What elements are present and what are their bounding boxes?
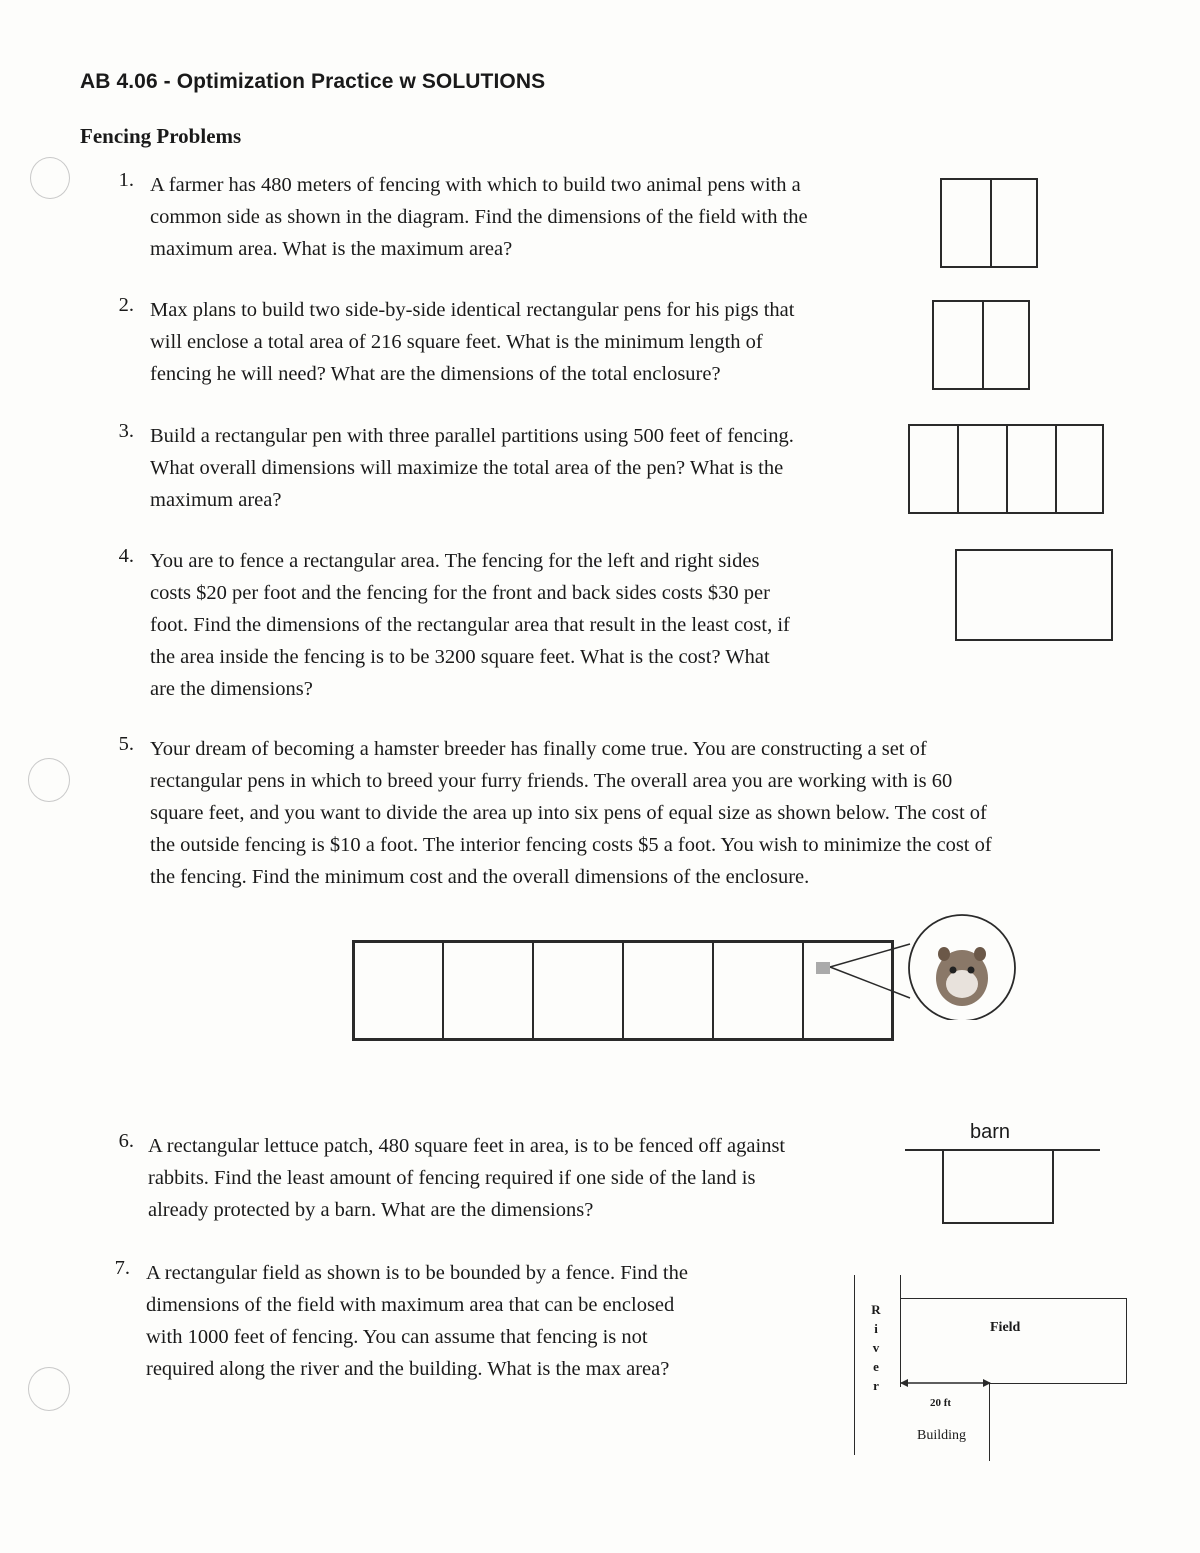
river-label: R i v e r bbox=[871, 1302, 881, 1393]
field-fence-bottom bbox=[990, 1383, 1127, 1384]
building-wall bbox=[989, 1383, 990, 1461]
diagram-1-two-pens bbox=[940, 178, 1038, 268]
page-title: AB 4.06 - Optimization Practice w SOLUTIONS bbox=[80, 70, 546, 93]
hamster-icon bbox=[936, 947, 988, 1006]
binder-hole-bottom bbox=[28, 1367, 70, 1411]
problem-2-number: 2. bbox=[118, 294, 134, 316]
field-label: Field bbox=[990, 1320, 1021, 1335]
problem-6-text: A rectangular lettuce patch, 480 square feet in area, is to be fenced off against rabbits. Find the least amount of fencing required if one side of the land is already protected by a barn. What are the dimensions? bbox=[148, 1135, 786, 1221]
building-label: Building bbox=[917, 1428, 967, 1443]
problem-4-text: You are to fence a rectangular area. The fencing for the left and right sides costs $20 per foot and the fencing for the front and back sides costs $30 per foot. Find the dimensions of the rectangular area that result in the least cost, if the area inside the fencing is to be 3200 square feet. What is the cost? What are the dimensions? bbox=[150, 550, 790, 700]
problem-5-text: Your dream of becoming a hamster breeder has finally come true. You are constructing a set of rectangular pens in which to breed your furry friends. The overall area you are working with is 60 square feet, and you want to divide the area up into six pens of equal size as shown below. The cost of the outside fencing is $10 a foot. The interior fencing costs $5 a foot. You wish to minimize the cost of the fencing. Find the minimum cost and the overall dimensions of the enclosure. bbox=[150, 738, 992, 888]
dimension-arrow bbox=[896, 1375, 996, 1393]
problem-1-number: 1. bbox=[118, 169, 134, 191]
hamster-callout bbox=[810, 910, 1025, 1020]
binder-hole-top bbox=[30, 157, 70, 199]
field-left-edge bbox=[900, 1275, 901, 1387]
problem-2-text: Max plans to build two side-by-side identical rectangular pens for his pigs that will enclose a total area of 216 square feet. What is the minimum length of fencing he will need? What are the dimensions of the total enclosure? bbox=[150, 299, 795, 385]
problem-5-number: 5. bbox=[118, 733, 134, 755]
diagram-2-two-pens bbox=[932, 300, 1030, 390]
field-fence-top bbox=[900, 1298, 1126, 1299]
river-bank-line bbox=[854, 1275, 855, 1455]
section-heading: Fencing Problems bbox=[80, 124, 242, 148]
binder-hole-middle bbox=[28, 758, 70, 802]
problem-3-number: 3. bbox=[118, 420, 134, 442]
diagram-3-four-pens bbox=[908, 424, 1104, 514]
diagram-4-rectangle bbox=[955, 549, 1113, 641]
problem-4-number: 4. bbox=[118, 545, 134, 567]
problem-7-number: 7. bbox=[114, 1257, 130, 1279]
dimension-label: 20 ft bbox=[930, 1397, 952, 1409]
barn-label: barn bbox=[970, 1121, 1011, 1143]
problem-6-number: 6. bbox=[118, 1130, 134, 1152]
problem-1-text: A farmer has 480 meters of fencing with which to build two animal pens with a common side as shown in the diagram. Find the dimensions of the field with the maximum area. What is the maximum area? bbox=[150, 174, 808, 260]
problem-3-text: Build a rectangular pen with three parallel partitions using 500 feet of fencing. What overall dimensions will maximize the total area of the pen? What is the maximum area? bbox=[150, 425, 794, 511]
field-fence-right bbox=[1126, 1298, 1127, 1383]
diagram-6-patch bbox=[942, 1150, 1054, 1224]
problem-7-text: A rectangular field as shown is to be bounded by a fence. Find the dimensions of the field with maximum area that can be enclosed with 1000 feet of fencing. You can assume that fencing is not required along the river and the building. What is the max area? bbox=[146, 1262, 688, 1380]
